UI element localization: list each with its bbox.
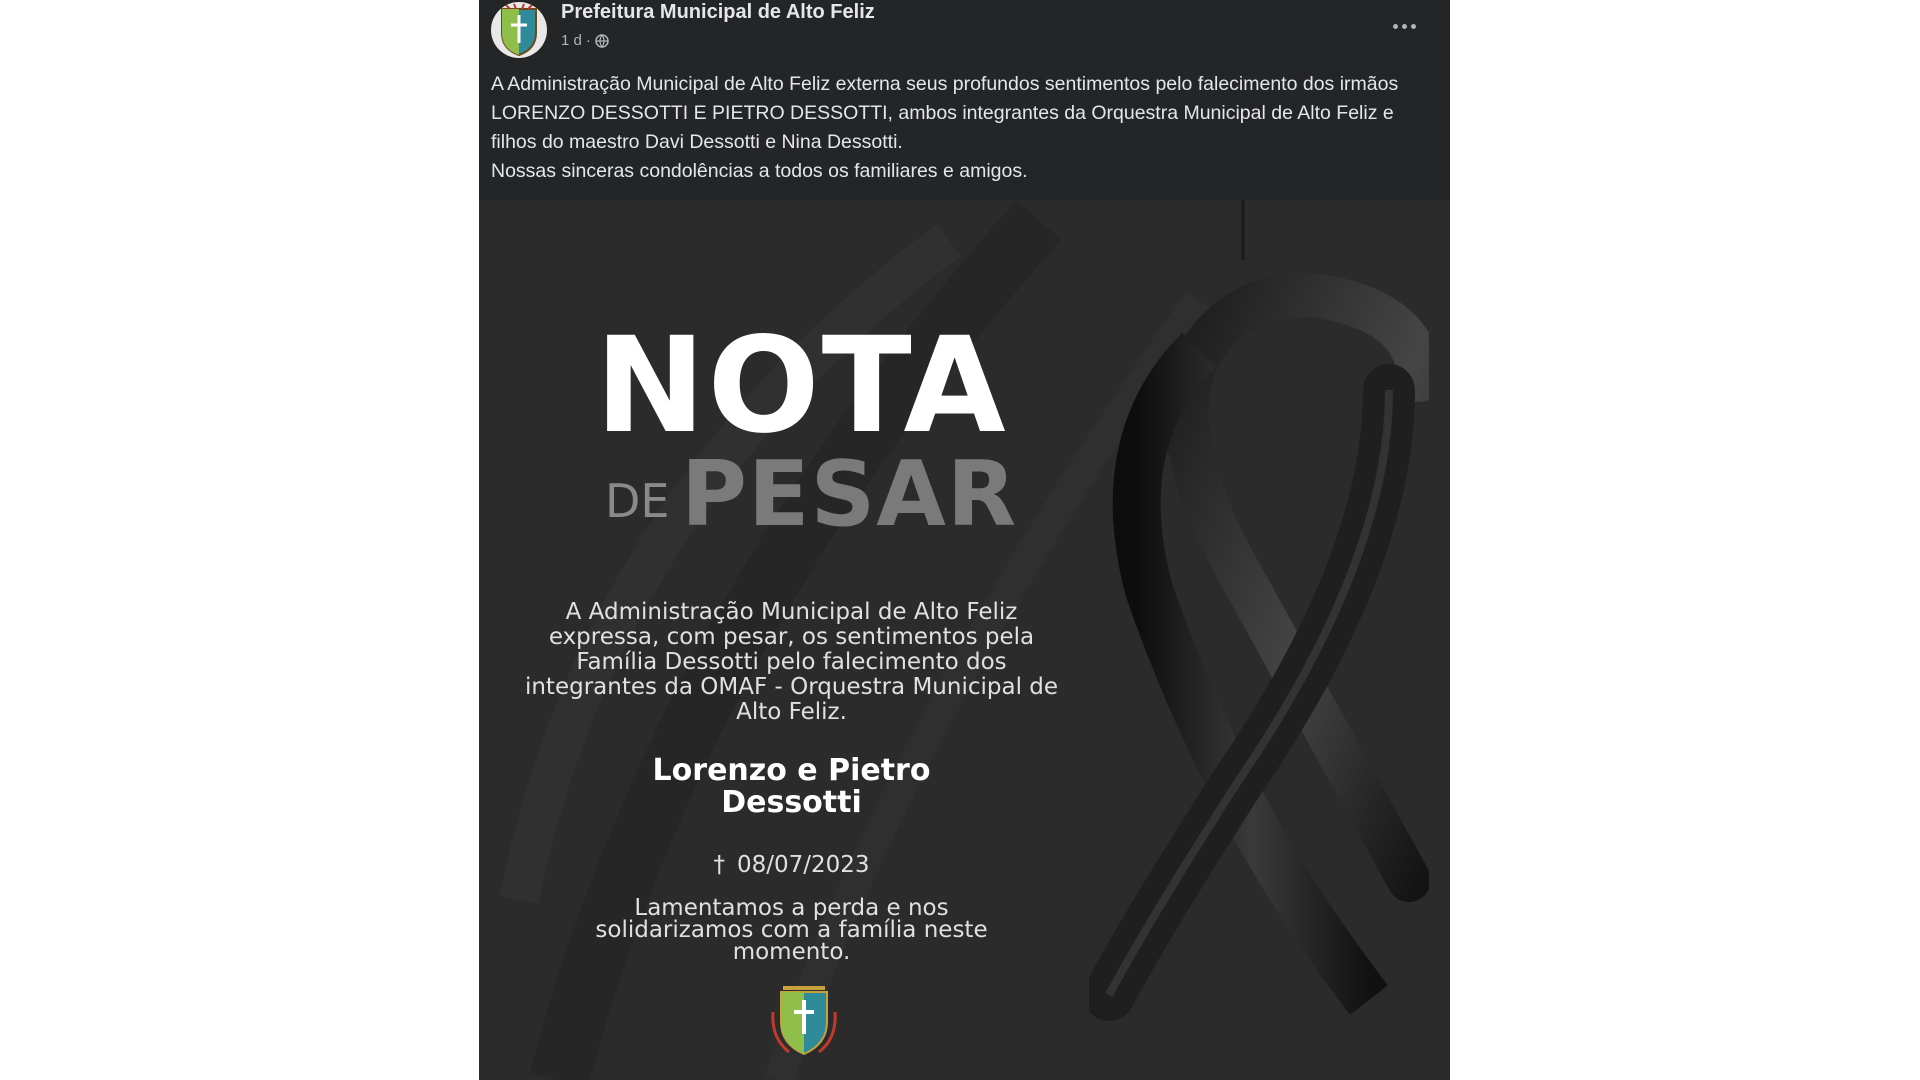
title-nota: NOTA <box>595 309 1008 463</box>
meta-separator: · <box>585 32 591 49</box>
page-name[interactable]: Prefeitura Municipal de Alto Feliz <box>561 1 875 23</box>
facebook-post <box>479 0 1450 1080</box>
page-avatar[interactable] <box>491 2 547 58</box>
post-caption <box>491 70 1436 186</box>
post-image[interactable] <box>479 200 1450 1080</box>
date-text: 08/07/2023 <box>736 852 870 878</box>
post-meta <box>561 32 609 49</box>
municipal-crest-icon <box>769 982 839 1058</box>
more-options-button[interactable] <box>1386 14 1422 38</box>
title-de: DE <box>605 474 670 528</box>
announcement-text: A Administração Municipal de Alto Feliz expressa, com pesar, os sentimentos pela Família Dessotti pelo falecimento dos integrantes da OMAF - Orquestra Municipal de Alto Feliz. <box>524 599 1059 725</box>
title-pesar: PESAR <box>681 442 1018 547</box>
post-header <box>479 0 1450 62</box>
post-time[interactable]: 1 d <box>561 32 582 49</box>
crest-icon <box>494 3 544 57</box>
date-row <box>579 852 1004 878</box>
caption-paragraph: A Administração Municipal de Alto Feliz externa seus profundos sentimentos pelo falecimento dos irmãos LORENZO DESSOTTI E PIETRO DESSOTTI, ambos integrantes da Orquestra Municipal de Alto Feliz e filhos do maestro Davi Dessotti e Nina Dessotti. <box>491 73 1399 153</box>
closing-text: Lamentamos a perda e nos solidarizamos com a família neste momento. <box>595 895 988 965</box>
caption-paragraph: Nossas sinceras condolências a todos os familiares e amigos. <box>491 160 1028 182</box>
mourning-ribbon <box>1089 260 1429 1060</box>
cross-icon: † <box>713 852 725 878</box>
deceased-names: Lorenzo e Pietro Dessotti <box>652 753 931 820</box>
globe-icon <box>595 34 609 48</box>
more-options-icon <box>1393 24 1398 29</box>
